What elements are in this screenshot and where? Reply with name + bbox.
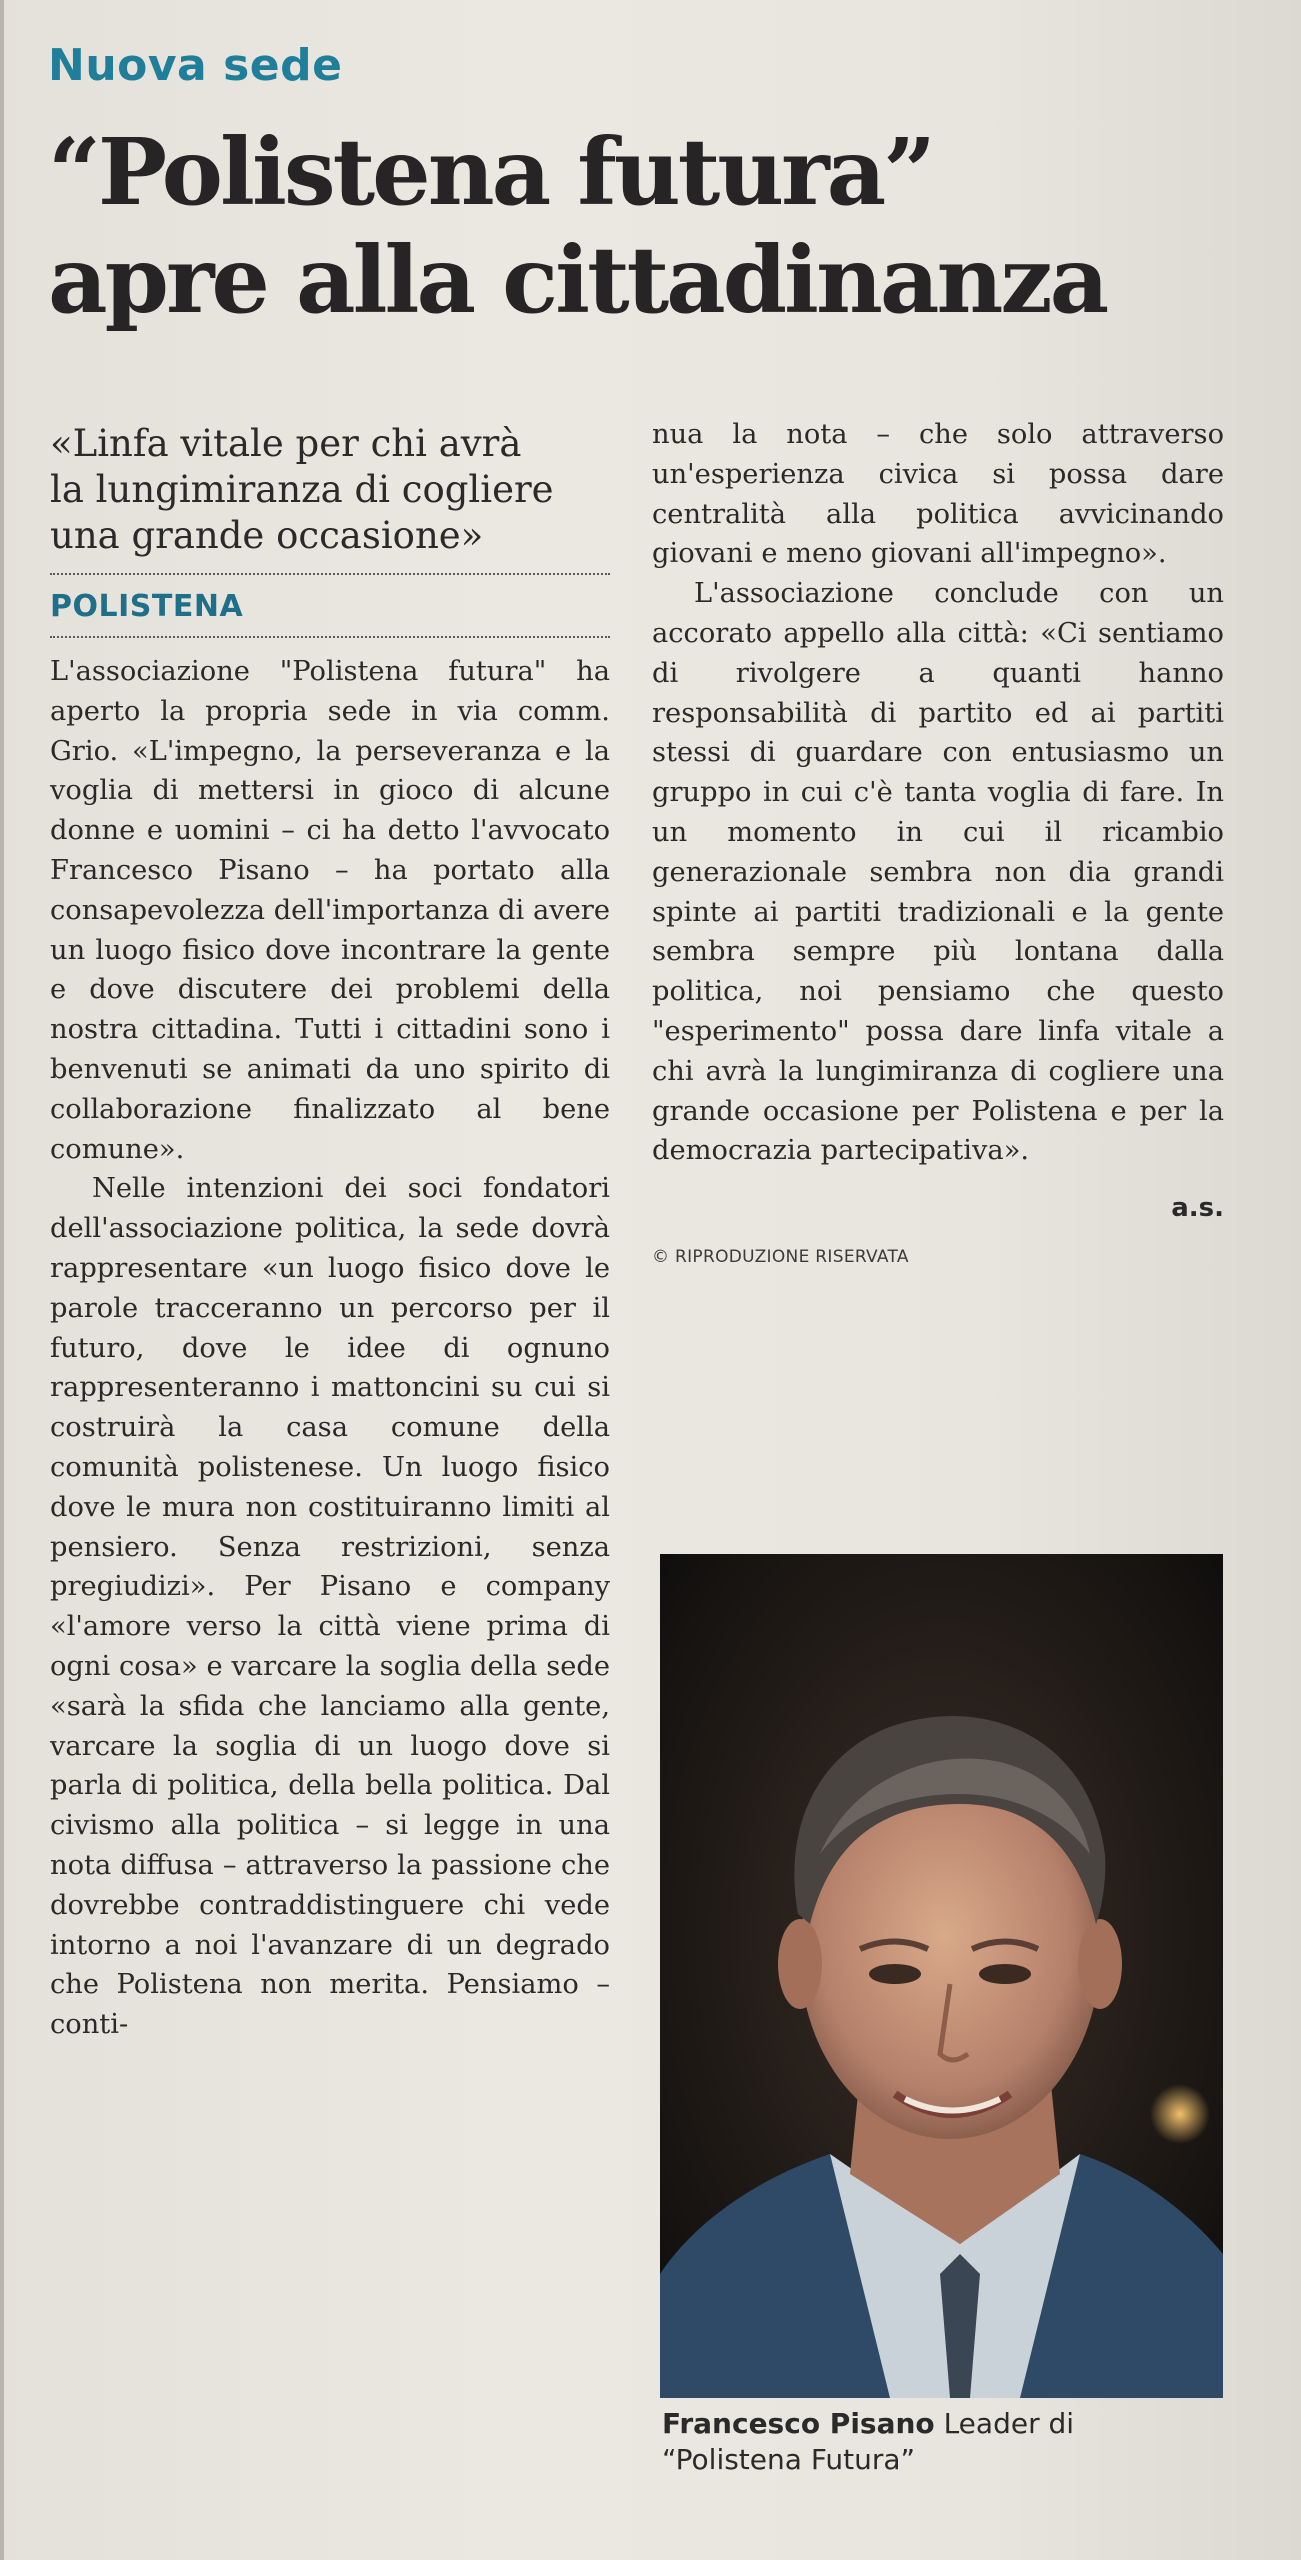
- paragraph-2-continued: nua la nota – che solo attraverso un'esperienza civica si possa dare centralità alla politica avvicinando giovani e meno giovani all'impegno».: [652, 419, 1224, 570]
- photo-caption: [662, 2406, 1262, 2478]
- divider-top: [50, 573, 610, 575]
- caption-name: Francesco Pisano: [662, 2407, 935, 2440]
- standfirst-line-3: una grande occasione»: [50, 514, 484, 557]
- paragraph-1: L'associazione "Polistena futura" ha aperto la propria sede in via comm. Grio. «L'impegno, la perseveranza e la voglia di mettersi in gioco di alcune donne e uomini – ci ha detto l'avvocato Francesco Pisano – ha portato alla consapevolezza dell'importanza di avere un luogo fisico dove incontrare la gente e dove discutere dei problemi della nostra cittadina. Tutti i cittadini sono i benvenuti se animati da uno spirito di collaborazione finalizzato al bene comune».: [50, 656, 610, 1165]
- page-edge: [0, 0, 4, 2560]
- article-headline: [48, 118, 1258, 334]
- article-kicker: Nuova sede: [48, 40, 343, 91]
- column-right: [652, 415, 1224, 1267]
- standfirst-line-1: «Linfa vitale per chi avrà: [50, 422, 522, 465]
- portrait-photo: [660, 1554, 1223, 2398]
- column-left: [50, 415, 610, 2045]
- caption-line-2: “Polistena Futura”: [662, 2443, 916, 2476]
- article-standfirst: [50, 415, 610, 573]
- article-dateline: POLISTENA: [50, 589, 244, 624]
- headline-line-2: apre alla cittadinanza: [48, 226, 1107, 334]
- divider-bottom: [50, 636, 610, 638]
- author-signature: a.s.: [1171, 1193, 1224, 1224]
- paragraph-3: L'associazione conclude con un accorato appello alla città: «Ci sentiamo di rivolgere a quanti hanno responsabilità di partito ed ai partiti stessi di guardare con entusiasmo un gruppo in cui c'è tanta voglia di fare. In un momento in cui il ricambio generazionale sembra non dia grandi spinte ai partiti tradizionali e la gente sembra sempre più lontana dalla politica, noi pensiamo che questo "esperimento" possa dare linfa vitale a chi avrà la lungimiranza di cogliere una grande occasione per Polistena e per la democrazia partecipativa».: [652, 578, 1224, 1167]
- article-body-right: [652, 415, 1224, 1171]
- portrait-illustration: [660, 1554, 1223, 2398]
- article-body-left: [50, 652, 610, 2045]
- paragraph-2: Nelle intenzioni dei soci fondatori dell'associazione politica, la sede dovrà rappresentare «un luogo fisico dove le parole tracceranno un percorso per il futuro, dove le idee di ognuno rappresenteranno i mattoncini su cui si costruirà la casa comune della comunità polistenese. Un luogo fisico dove le mura non costituiranno limiti al pensiero. Senza restrizioni, senza pregiudizi». Per Pisano e company «l'amore verso la città viene prima di ogni cosa» e varcare la soglia della sede «sarà la sfida che lanciamo alla gente, varcare la soglia di un luogo dove si parla di politica, della bella politica. Dal civismo alla politica – si legge in una nota diffusa – attraverso la passione che dovrebbe contraddistinguere chi vede intorno a noi l'avanzare di un degrado che Polistena non merita. Pensiamo – conti-: [50, 1173, 610, 2041]
- standfirst-line-2: la lungimiranza di cogliere: [50, 468, 554, 511]
- caption-role: Leader di: [934, 2407, 1075, 2440]
- caption-line-1: [662, 2406, 1262, 2442]
- headline-line-1: “Polistena futura”: [48, 118, 934, 226]
- copyright-notice: © RIPRODUZIONE RISERVATA: [652, 1247, 909, 1268]
